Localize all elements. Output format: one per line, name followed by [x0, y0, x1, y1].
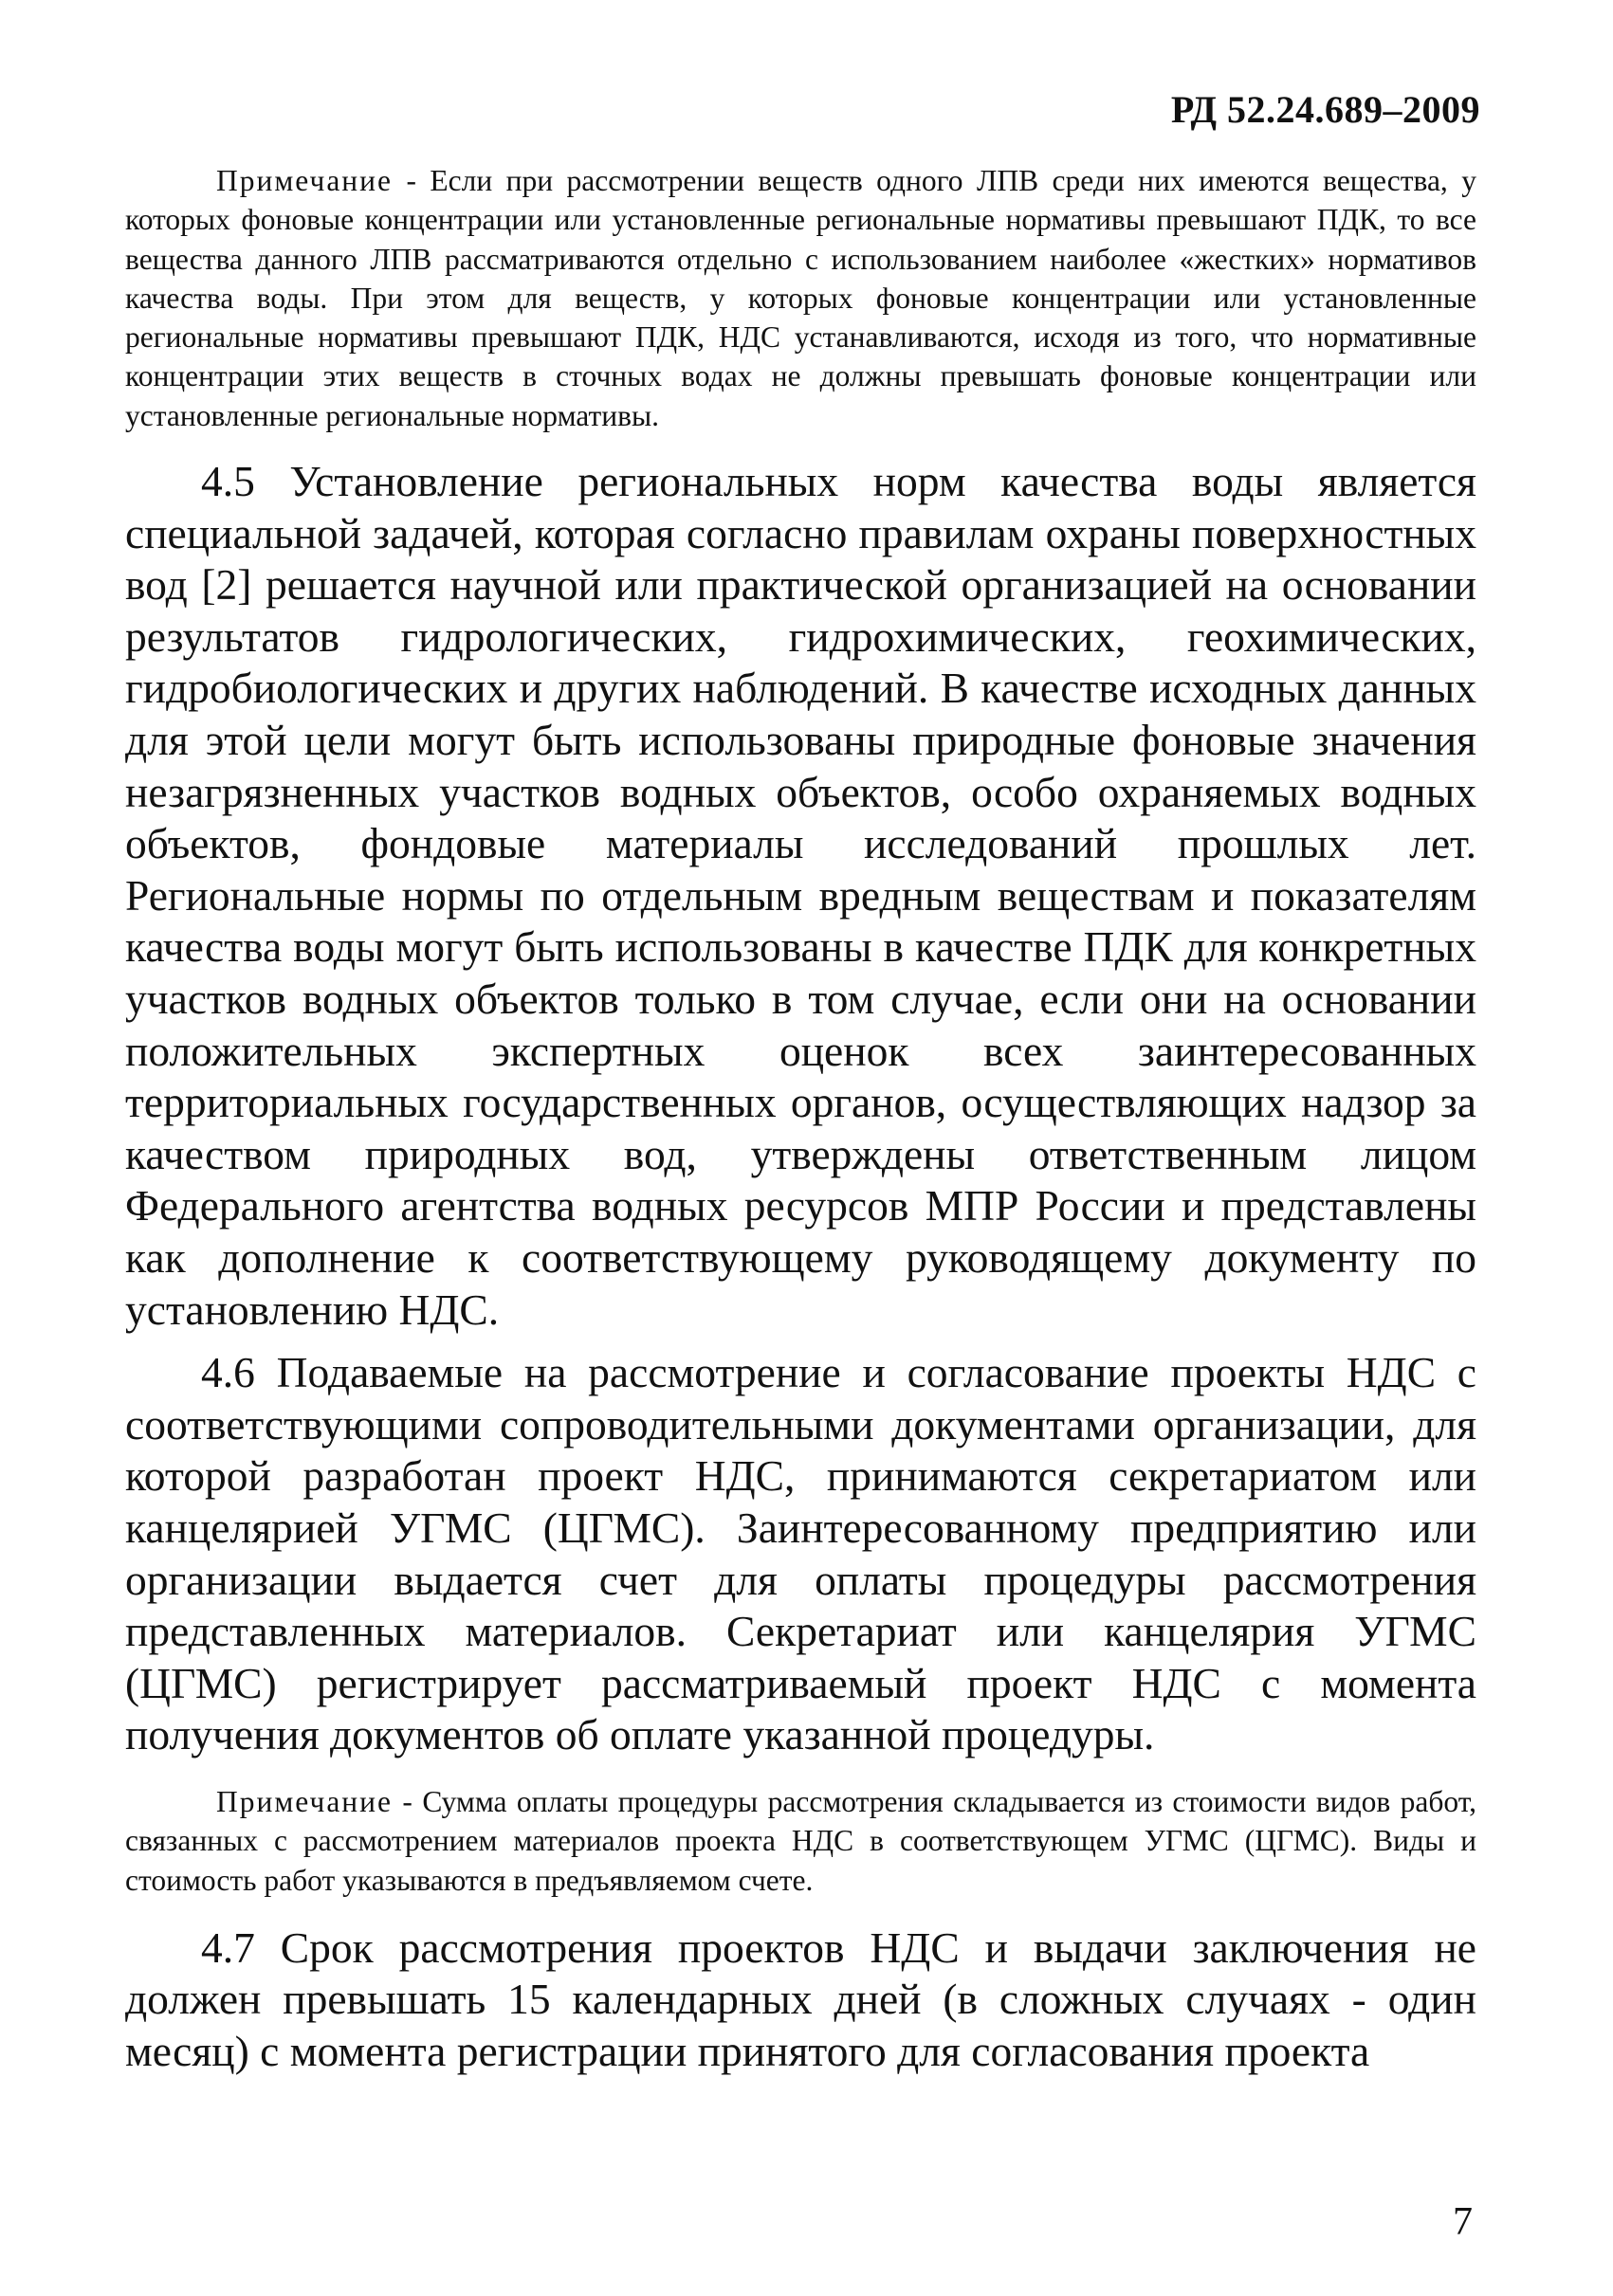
note-label-2: Примечание: [216, 1784, 394, 1818]
document-code-header: РД 52.24.689–2009: [1170, 88, 1480, 131]
section-4-5-paragraph: 4.5 Установление региональных норм качества воды является специальной задачей, которая согласно правилам охраны поверхностных вод [2] решается научной или практической организацией на основании результатов гидрологических, гидрохимических, геохимических, гидробиологических и других наблюдений. В качестве исходных данных для этой цели могут быть использованы природные фоновые значения незагрязненных участков водных объектов, особо охраняемых водных объектов, фондовые материалы исследований прошлых лет. Региональные нормы по отдельным вредным веществам и показателям качества воды могут быть использованы в качестве ПДК для конкретных участков водных объектов только в том случае, если они на основании положительных экспертных оценок всех заинтересованных территориальных государственных органов, осуществляющих надзор за качеством природных вод, утверждены ответственным лицом Федерального агентства водных ресурсов МПР России и представлены как дополнение к соответствующему руководящему документу по установлению НДС.: [125, 457, 1476, 1334]
note-label-1: Примечание: [216, 164, 394, 197]
section-4-6-paragraph: 4.6 Подаваемые на рассмотрение и согласование проекты НДС с соответствующими сопроводительными документами организации, для которой разработан проект НДС, принимаются секретариатом или канцелярией УГМС (ЦГМС). Заинтересованному предприятию или организации выдается счет для оплаты процедуры рассмотрения представленных материалов. Секретариат или канцелярия УГМС (ЦГМС) регистрирует рассматриваемый проект НДС с момента получения документов об оплате указанной процедуры.: [125, 1348, 1476, 1759]
page-content: [125, 161, 1476, 2078]
page-number: 7: [1453, 2200, 1473, 2244]
note-text-1: - Если при рассмотрении веществ одного ЛПВ среди них имеются вещества, у которых фоновые концентрации или установленные региональные нормативы превышают ПДК, то все вещества данного ЛПВ рассматриваются отдельно с использованием наиболее «жестких» нормативов качества воды. При этом для веществ, у которых фоновые концентрации или установленные региональные нормативы превышают ПДК, НДС устанавливаются, исходя из того, что нормативные концентрации этих веществ в сточных водах не должны превышать фоновые концентрации или установленные региональные нормативы.: [125, 164, 1476, 432]
note-paragraph-1: [125, 161, 1476, 435]
section-4-7-paragraph: 4.7 Срок рассмотрения проектов НДС и выдачи заключения не должен превышать 15 календарных дней (в сложных случаях - один месяц) с момента регистрации принятого для согласования проекта: [125, 1922, 1476, 2075]
note-text-2: - Сумма оплаты процедуры рассмотрения складывается из стоимости видов работ, связанных с рассмотрением материалов проекта НДС в соответствующем УГМС (ЦГМС). Виды и стоимость работ указываются в предъявляемом счете.: [125, 1784, 1476, 1897]
note-paragraph-2: [125, 1782, 1476, 1900]
